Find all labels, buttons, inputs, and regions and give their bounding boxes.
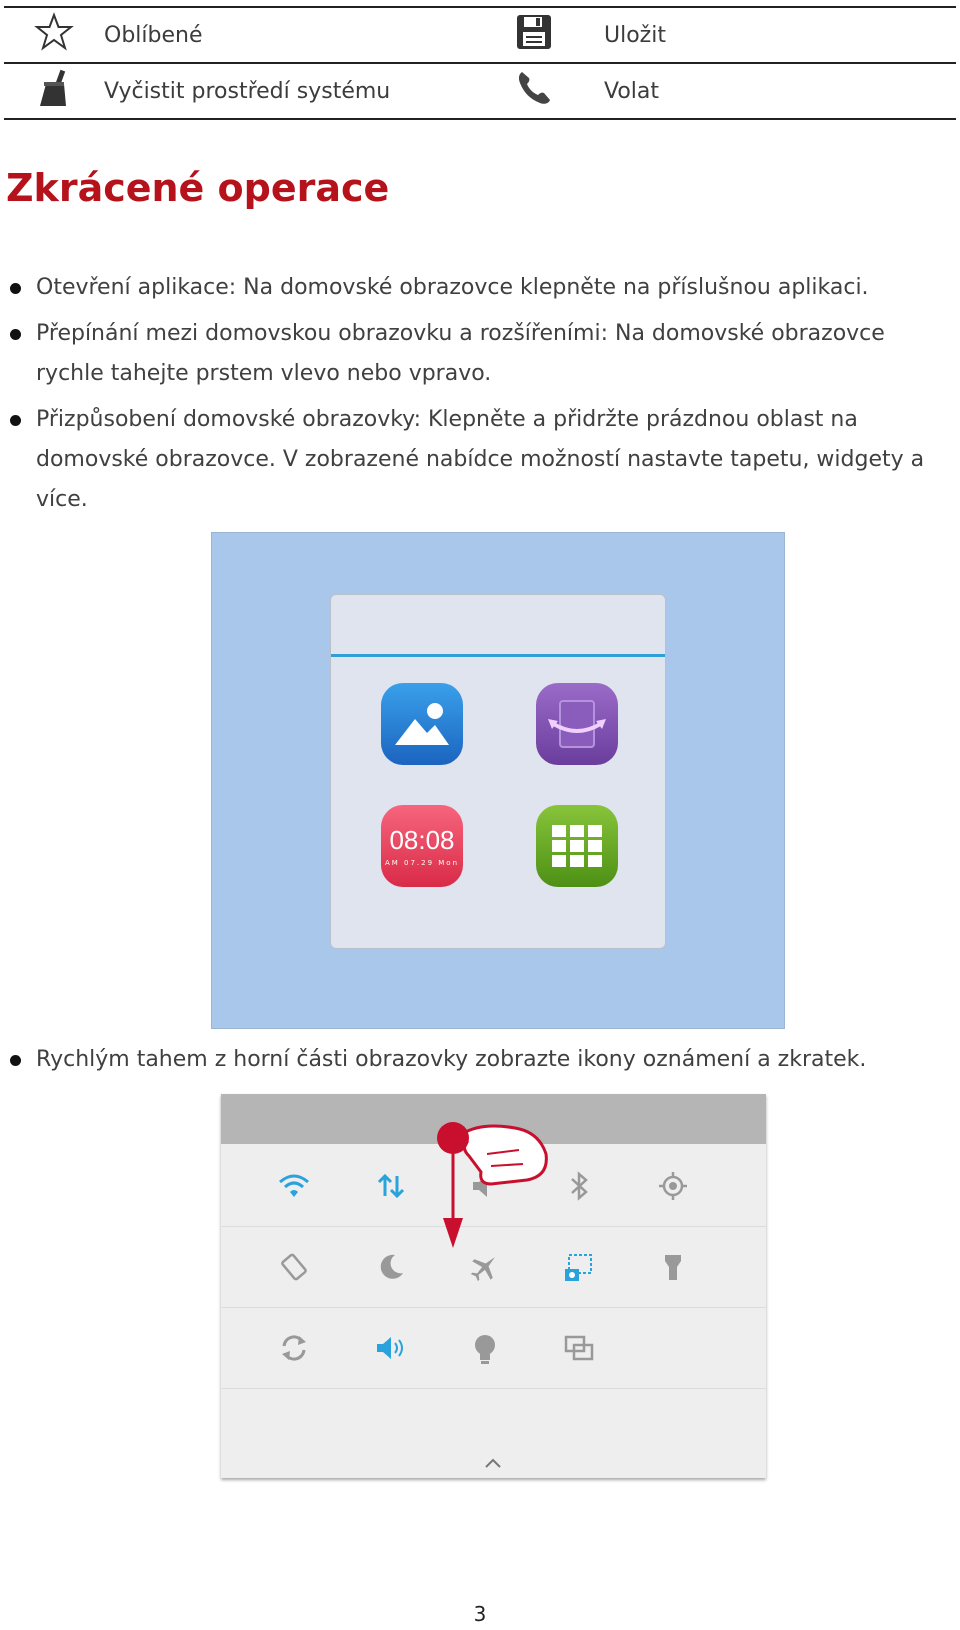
wifi-icon (274, 1166, 314, 1206)
label-clean-system: Vyčistit prostředí systému (104, 78, 391, 104)
sync-icon (274, 1328, 314, 1368)
section-heading: Zkrácené operace (6, 166, 390, 210)
phone-icon (464, 63, 604, 119)
widgets-icon (536, 805, 618, 887)
label-favorites: Oblíbené (104, 22, 203, 48)
bulb-icon (465, 1328, 505, 1368)
bullet-list-2 (8, 1040, 953, 1080)
rotate-icon (274, 1247, 314, 1287)
list-item: Rychlým tahem z horní části obrazovky zobrazte ikony oznámení a zkratek. (8, 1040, 953, 1080)
home-customize-figure (211, 532, 785, 1029)
broom-icon (4, 63, 104, 119)
clock-widget-icon (381, 805, 463, 887)
transitions-icon (536, 683, 618, 765)
moon-icon (371, 1247, 411, 1287)
page-number: 3 (473, 1602, 487, 1626)
switch-icon (559, 1328, 599, 1368)
icon-table (4, 6, 956, 120)
list-item: Otevření aplikace: Na domovské obrazovce klepněte na příslušnou aplikaci. (8, 268, 953, 308)
label-save: Uložit (604, 22, 666, 48)
star-icon (4, 7, 104, 63)
toggle-row (221, 1308, 766, 1389)
chevron-up-icon[interactable] (483, 1456, 503, 1470)
list-item: Přizpůsobení domovské obrazovky: Klepněte a přidržte prázdnou oblast na domovské obrazovce. V zobrazené nabídce možností nastavte tapetu, widgety a více. (8, 400, 953, 520)
location-icon (653, 1166, 693, 1206)
data-icon (371, 1166, 411, 1206)
notification-panel-figure (221, 1094, 766, 1478)
clock-time: 08:08 (389, 825, 455, 855)
bullet-list (8, 268, 953, 526)
label-call: Volat (604, 78, 660, 104)
swipe-down-gesture-icon (421, 1114, 581, 1254)
table-row (4, 7, 956, 63)
flashlight-icon (653, 1247, 693, 1287)
panel-divider (331, 654, 665, 657)
wallpaper-icon (381, 683, 463, 765)
options-panel (330, 594, 666, 949)
clock-date: AM 07.29 Mon (384, 859, 460, 867)
volume-icon (371, 1328, 411, 1368)
table-row (4, 63, 956, 119)
list-item: Přepínání mezi domovskou obrazovku a rozšířeními: Na domovské obrazovce rychle tahejte prstem vlevo nebo vpravo. (8, 314, 953, 394)
floppy-disk-icon (464, 7, 604, 63)
